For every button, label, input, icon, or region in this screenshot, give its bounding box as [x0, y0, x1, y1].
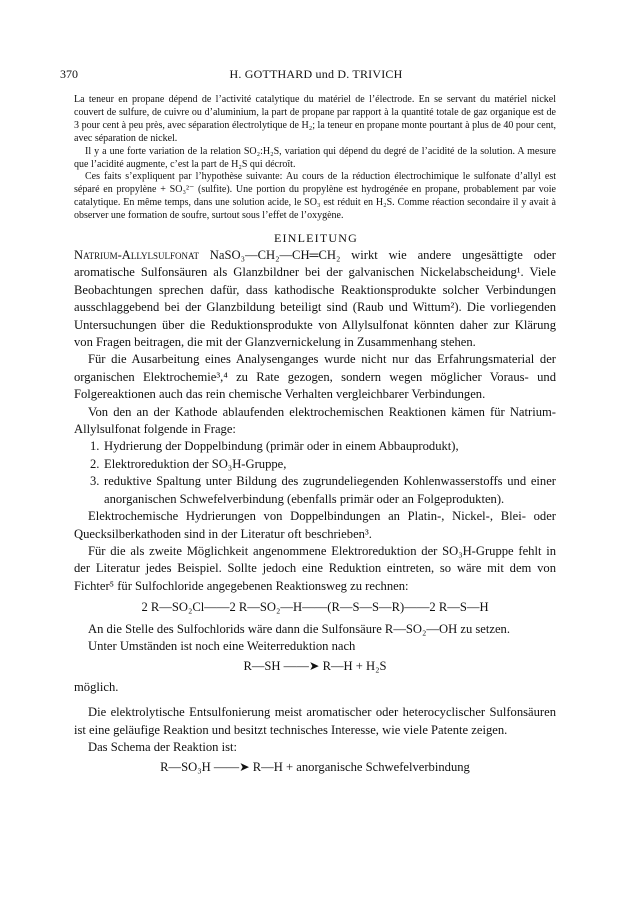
body-paragraph: Unter Umständen ist noch eine Weiterreduktion nach [88, 638, 356, 653]
list-text: reduktive Spaltung unter Bildung des zugrundeliegenden Kohlenwasserstoffs und einer anorganischen Schwefelverbindung (ebenfalls primär oder an Folgeprodukten). [104, 474, 556, 506]
summary-paragraph: Ces faits s’expliquent par l’hypothèse suivante: Au cours de la réduction électrochimique le sulfonate d’allyl est séparé en propylène + SO₃²⁻ (sulfite). Une portion du propylène est hydrogénée en propane, probablement par voie catalytique. En même temps, dans une solution acide, le SO₃ est réduit en H₂S. Comme réaction secondaire il y avait à observer une formation de soufre, surtout sous l’effet de l’oxygène. [74, 171, 556, 222]
list-number: 3. [90, 474, 100, 489]
paragraph-gap [74, 696, 556, 704]
compound-name: Natrium-Allylsulfonat [74, 248, 199, 262]
page-header [58, 67, 574, 83]
body-paragraph: Elektrochemische Hydrierungen von Doppelbindungen an Platin-, Nickel-, Blei- oder Quecksilberkathoden sind in der Literatur oft beschrieben³. [74, 509, 556, 541]
running-title: H. GOTTHARD und D. TRIVICH [229, 67, 403, 81]
list-number: 2. [90, 456, 100, 471]
body-paragraph: möglich. [74, 679, 119, 694]
list-text: Elektroreduktion der SO₃H-Gruppe, [104, 456, 287, 471]
section-heading: EINLEITUNG [274, 231, 358, 245]
paragraph-text: NaSO₃—CH₂—CH═CH₂ wirkt wie andere ungesättigte oder aromatische Sulfonsäuren als Glanzbildner bei der galvanischen Nickelabscheidung¹. Viele Beobachtungen sprechen dafür, dass kathodische Reaktionsprodukte solcher Verbindungen ausschlaggebend bei der Glanzbildung beteiligt sind (Raub und Wittum²). Die vorliegenden Untersuchungen über die Reduktionsprodukte von Allylsulfonat könnten daher zur Klärung von Fragen beitragen, die mit der Glanzvernickelung in Zusammenhang stehen. [74, 248, 556, 350]
list-text: Hydrierung der Doppelbindung (primär oder in einem Abbauprodukt), [104, 439, 459, 454]
list-item [74, 438, 556, 455]
body-paragraph: Die elektrolytische Entsulfonierung meist aromatischer oder heterocyclischer Sulfonsäuren ist eine geläufige Reaktion und besitzt technisches Interesse, wie viele Patente zeigen. [74, 705, 556, 737]
body-paragraph [74, 247, 556, 351]
list-item [74, 456, 556, 473]
french-summary [74, 94, 556, 223]
reaction-formula: R—SO₃H ——➤ R—H + anorganische Schwefelverbindung [160, 760, 470, 775]
reaction-formula: 2 R—SO₂Cl——2 R—SO₂—H——(R—S—S—R)——2 R—S—H [141, 600, 489, 615]
summary-paragraph: Il y a une forte variation de la relation SO₂:H₂S, variation qui dépend du degré de l’acidité de la solution. A mesure que l’acidité augmente, c’est la part de H₂S qui décroît. [74, 145, 556, 170]
reaction-list [74, 438, 556, 508]
body-paragraph: An die Stelle des Sulfochlorids wäre dann die Sulfonsäure R—SO₂—OH zu setzen. [88, 621, 511, 636]
body-paragraph: Für die Ausarbeitung eines Analysenganges wurde nicht nur das Erfahrungsmaterial der organischen Elektrochemie³,⁴ zu Rate gezogen, sondern wegen möglicher Voraus- und Folgereaktionen auch das rein chemische Verhalten vergleichbarer Verbindungen. [74, 352, 556, 402]
list-number: 1. [90, 439, 100, 454]
body-text [74, 247, 556, 780]
body-paragraph: Für die als zweite Möglichkeit angenommene Elektroreduktion der SO₃H-Gruppe fehlt in der Literatur jedes Beispiel. Sollte jedoch eine Reduktion eintreten, so wäre mit dem von Fichter⁵ für Sulfochloride angegebenen Reaktionsweg zu rechnen: [74, 543, 556, 593]
page-number: 370 [60, 67, 78, 81]
body-paragraph: Von den an der Kathode ablaufenden elektrochemischen Reaktionen kämen für Natrium-Allylsulfonat folgende in Frage: [74, 404, 556, 437]
body-paragraph: Das Schema der Reaktion ist: [88, 739, 237, 754]
reaction-formula: R—SH ——➤ R—H + H₂S [243, 659, 387, 674]
list-item [74, 473, 556, 508]
summary-paragraph: La teneur en propane dépend de l’activité catalytique du matériel de l’électrode. En se servant du matériel nickel couvert de sulfure, de cuivre ou d’aluminium, la part de propane par rapport à la quantité totale de gaz organique est de 3 pour cent à peu près, avec séparation électrolytique de H₂; la teneur en propane monte pourtant à plus de 40 pour cent, avec séparation de nickel. [74, 94, 556, 144]
